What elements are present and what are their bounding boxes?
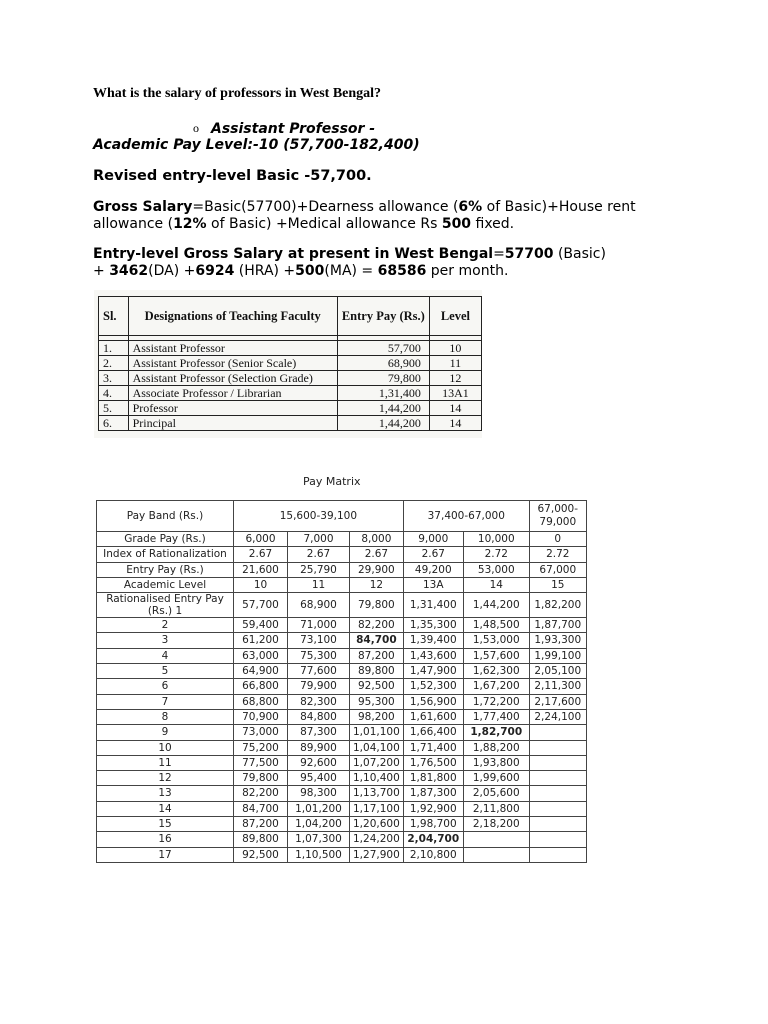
matrix-cell: 71,000 xyxy=(288,618,350,633)
designations-body xyxy=(99,336,482,431)
matrix-cell: 1,87,300 xyxy=(403,786,463,801)
desig-level: 14 xyxy=(429,401,481,416)
matrix-cell: 1,57,600 xyxy=(463,648,529,663)
matrix-cell: 2,04,700 xyxy=(403,832,463,847)
matrix-cell: 1,99,100 xyxy=(529,648,586,663)
desig-header-designation: Designations of Teaching Faculty xyxy=(128,297,337,336)
pay-band-1: 15,600-39,100 xyxy=(234,501,404,532)
entry-basic: 57700 xyxy=(504,246,554,262)
desig-sl: 3. xyxy=(99,371,129,386)
matrix-cell: 77,600 xyxy=(288,664,350,679)
pay-band-2: 37,400-67,000 xyxy=(403,501,529,532)
grade-pay-cell: 8,000 xyxy=(350,532,404,547)
gross-text-2: of Basic)+House rent allowance ( xyxy=(93,199,636,232)
matrix-cell: 79,900 xyxy=(288,679,350,694)
matrix-cell xyxy=(529,786,586,801)
grade-pay-cell: 0 xyxy=(529,532,586,547)
entry-gross-paragraph xyxy=(93,246,693,280)
rationalised-entry-pay-cell: 68,900 xyxy=(288,593,350,618)
matrix-cell: 1,53,000 xyxy=(463,633,529,648)
academic-level-row xyxy=(97,577,587,592)
matrix-cell: 92,600 xyxy=(288,755,350,770)
matrix-index: 7 xyxy=(97,694,234,709)
matrix-index: 8 xyxy=(97,709,234,724)
matrix-cell: 1,82,700 xyxy=(463,725,529,740)
matrix-cell: 89,800 xyxy=(350,664,404,679)
matrix-cell: 2,10,800 xyxy=(403,847,463,862)
matrix-cell: 77,500 xyxy=(234,755,288,770)
index-of-rationalization-cell: 2.67 xyxy=(288,547,350,562)
entry-hra: 6924 xyxy=(195,263,235,279)
matrix-cell: 1,98,700 xyxy=(403,817,463,832)
matrix-cell: 1,93,800 xyxy=(463,755,529,770)
hra-percent: 12% xyxy=(173,216,207,232)
matrix-row xyxy=(97,786,587,801)
matrix-cell: 1,24,200 xyxy=(350,832,404,847)
gross-salary-label: Gross Salary xyxy=(93,199,193,215)
matrix-row xyxy=(97,755,587,770)
designations-table-image xyxy=(94,290,482,438)
matrix-cell: 1,10,400 xyxy=(350,771,404,786)
matrix-cell xyxy=(463,847,529,862)
matrix-row xyxy=(97,817,587,832)
matrix-cell: 2,24,100 xyxy=(529,709,586,724)
desig-level: 12 xyxy=(429,371,481,386)
matrix-cell: 87,200 xyxy=(350,648,404,663)
matrix-row xyxy=(97,740,587,755)
grade-pay-cell: 7,000 xyxy=(288,532,350,547)
matrix-row xyxy=(97,771,587,786)
revised-entry-basic: Revised entry-level Basic -57,700. xyxy=(93,168,372,184)
rationalised-entry-pay-cell: 79,800 xyxy=(350,593,404,618)
gross-text-1: =Basic(57700)+Dearness allowance ( xyxy=(192,199,459,215)
entry-da: 3462 xyxy=(109,263,149,279)
matrix-cell: 1,27,900 xyxy=(350,847,404,862)
matrix-cell xyxy=(529,832,586,847)
desig-row xyxy=(99,371,482,386)
matrix-index: 17 xyxy=(97,847,234,862)
academic-level-cell: 10 xyxy=(234,577,288,592)
matrix-cell xyxy=(529,771,586,786)
matrix-cell: 1,01,200 xyxy=(288,801,350,816)
academic-level-label: Academic Level xyxy=(97,577,234,592)
desig-sl: 6. xyxy=(99,416,129,431)
matrix-cell: 64,900 xyxy=(234,664,288,679)
matrix-cell: 1,76,500 xyxy=(403,755,463,770)
matrix-cell xyxy=(529,755,586,770)
matrix-cell: 1,52,300 xyxy=(403,679,463,694)
grade-pay-row xyxy=(97,532,587,547)
matrix-cell: 1,04,100 xyxy=(350,740,404,755)
matrix-cell: 1,88,200 xyxy=(463,740,529,755)
grade-pay-cell: 10,000 xyxy=(463,532,529,547)
matrix-index: 15 xyxy=(97,817,234,832)
desig-row xyxy=(99,416,482,431)
matrix-cell: 2,05,100 xyxy=(529,664,586,679)
matrix-cell: 1,99,600 xyxy=(463,771,529,786)
grade-pay-cell: 9,000 xyxy=(403,532,463,547)
rationalised-entry-pay-label: Rationalised Entry Pay (Rs.) 1 xyxy=(97,593,234,618)
entry-total: 68586 xyxy=(377,263,427,279)
desig-header-level: Level xyxy=(429,297,481,336)
matrix-cell: 2,11,800 xyxy=(463,801,529,816)
entry-text-4: (MA) = xyxy=(324,263,378,279)
entry-pay-cell: 25,790 xyxy=(288,562,350,577)
matrix-cell: 66,800 xyxy=(234,679,288,694)
matrix-cell: 1,81,800 xyxy=(403,771,463,786)
desig-name: Associate Professor / Librarian xyxy=(128,386,337,401)
desig-name: Professor xyxy=(128,401,337,416)
matrix-index: 5 xyxy=(97,664,234,679)
matrix-cell: 2,05,600 xyxy=(463,786,529,801)
desig-name: Assistant Professor xyxy=(128,341,337,356)
matrix-cell: 73,100 xyxy=(288,633,350,648)
matrix-row xyxy=(97,832,587,847)
matrix-cell: 1,47,900 xyxy=(403,664,463,679)
matrix-row xyxy=(97,694,587,709)
matrix-row xyxy=(97,725,587,740)
matrix-index: 3 xyxy=(97,633,234,648)
desig-row xyxy=(99,401,482,416)
matrix-cell: 1,71,400 xyxy=(403,740,463,755)
matrix-cell: 1,07,300 xyxy=(288,832,350,847)
matrix-cell: 1,72,200 xyxy=(463,694,529,709)
matrix-cell: 1,35,300 xyxy=(403,618,463,633)
academic-level-cell: 15 xyxy=(529,577,586,592)
da-percent: 6% xyxy=(458,199,483,215)
matrix-cell xyxy=(529,817,586,832)
matrix-cell: 92,500 xyxy=(350,679,404,694)
pay-matrix-body xyxy=(97,501,587,863)
entry-pay-cell: 29,900 xyxy=(350,562,404,577)
desig-row xyxy=(99,356,482,371)
matrix-cell: 1,62,300 xyxy=(463,664,529,679)
academic-level-cell: 13A xyxy=(403,577,463,592)
desig-name: Principal xyxy=(128,416,337,431)
matrix-row xyxy=(97,618,587,633)
medical-allowance: 500 xyxy=(441,216,472,232)
desig-row xyxy=(99,386,482,401)
matrix-cell: 75,200 xyxy=(234,740,288,755)
desig-sl: 2. xyxy=(99,356,129,371)
matrix-cell: 1,66,400 xyxy=(403,725,463,740)
matrix-cell: 1,07,200 xyxy=(350,755,404,770)
desig-row xyxy=(99,341,482,356)
matrix-index: 2 xyxy=(97,618,234,633)
matrix-index: 4 xyxy=(97,648,234,663)
rationalised-entry-pay-cell: 57,700 xyxy=(234,593,288,618)
matrix-cell: 1,20,600 xyxy=(350,817,404,832)
desig-sl: 4. xyxy=(99,386,129,401)
matrix-cell: 1,17,100 xyxy=(350,801,404,816)
gross-text-3: of Basic) +Medical allowance Rs xyxy=(206,216,442,232)
assistant-professor-bullet xyxy=(193,121,375,137)
rationalised-entry-pay-cell: 1,82,200 xyxy=(529,593,586,618)
matrix-cell: 1,13,700 xyxy=(350,786,404,801)
matrix-cell: 92,500 xyxy=(234,847,288,862)
desig-entry-pay: 1,44,200 xyxy=(337,416,429,431)
entry-text-5: per month. xyxy=(426,263,509,279)
matrix-cell xyxy=(463,832,529,847)
matrix-cell: 1,77,400 xyxy=(463,709,529,724)
entry-pay-cell: 21,600 xyxy=(234,562,288,577)
matrix-cell: 1,92,900 xyxy=(403,801,463,816)
desig-level: 13A1 xyxy=(429,386,481,401)
matrix-cell: 1,93,300 xyxy=(529,633,586,648)
matrix-cell: 75,300 xyxy=(288,648,350,663)
matrix-index: 10 xyxy=(97,740,234,755)
matrix-cell xyxy=(529,801,586,816)
desig-entry-pay: 79,800 xyxy=(337,371,429,386)
academic-level-cell: 14 xyxy=(463,577,529,592)
matrix-cell: 1,61,600 xyxy=(403,709,463,724)
pay-matrix-title: Pay Matrix xyxy=(303,475,361,488)
gross-salary-paragraph xyxy=(93,199,683,233)
academic-level-cell: 11 xyxy=(288,577,350,592)
matrix-cell: 82,300 xyxy=(288,694,350,709)
index-of-rationalization-cell: 2.72 xyxy=(529,547,586,562)
matrix-cell xyxy=(529,740,586,755)
matrix-cell: 1,01,100 xyxy=(350,725,404,740)
entry-eq: = xyxy=(493,246,505,262)
matrix-row xyxy=(97,648,587,663)
matrix-cell: 98,300 xyxy=(288,786,350,801)
designations-table xyxy=(98,296,482,431)
matrix-row xyxy=(97,847,587,862)
rationalised-entry-pay-cell: 1,44,200 xyxy=(463,593,529,618)
matrix-cell: 89,900 xyxy=(288,740,350,755)
matrix-index: 13 xyxy=(97,786,234,801)
matrix-index: 6 xyxy=(97,679,234,694)
matrix-index: 14 xyxy=(97,801,234,816)
entry-pay-row xyxy=(97,562,587,577)
academic-pay-level: Academic Pay Level:-10 (57,700-182,400) xyxy=(93,137,420,153)
rationalised-entry-pay-row xyxy=(97,593,587,618)
desig-level: 10 xyxy=(429,341,481,356)
desig-entry-pay: 1,31,400 xyxy=(337,386,429,401)
matrix-row xyxy=(97,633,587,648)
desig-header-sl: Sl. xyxy=(99,297,129,336)
desig-entry-pay: 68,900 xyxy=(337,356,429,371)
matrix-cell: 1,10,500 xyxy=(288,847,350,862)
matrix-cell: 84,800 xyxy=(288,709,350,724)
entry-pay-label: Entry Pay (Rs.) xyxy=(97,562,234,577)
matrix-cell xyxy=(529,847,586,862)
matrix-cell: 2,17,600 xyxy=(529,694,586,709)
pay-band-3: 67,000-79,000 xyxy=(529,501,586,532)
matrix-cell: 87,200 xyxy=(234,817,288,832)
bullet-marker: o xyxy=(193,121,199,135)
entry-ma: 500 xyxy=(295,263,325,279)
matrix-index: 12 xyxy=(97,771,234,786)
matrix-cell: 61,200 xyxy=(234,633,288,648)
matrix-cell: 1,56,900 xyxy=(403,694,463,709)
matrix-cell: 87,300 xyxy=(288,725,350,740)
entry-gross-label: Entry-level Gross Salary at present in West Bengal xyxy=(93,246,494,262)
matrix-row xyxy=(97,679,587,694)
desig-name: Assistant Professor (Senior Scale) xyxy=(128,356,337,371)
assistant-professor-heading: Assistant Professor - xyxy=(211,121,376,137)
entry-text-2: (DA) + xyxy=(148,263,196,279)
matrix-cell: 73,000 xyxy=(234,725,288,740)
matrix-cell: 84,700 xyxy=(234,801,288,816)
index-of-rationalization-cell: 2.67 xyxy=(403,547,463,562)
pay-matrix-table xyxy=(96,500,587,863)
matrix-cell: 2,18,200 xyxy=(463,817,529,832)
desig-sl: 1. xyxy=(99,341,129,356)
grade-pay-cell: 6,000 xyxy=(234,532,288,547)
matrix-cell: 79,800 xyxy=(234,771,288,786)
matrix-cell: 1,48,500 xyxy=(463,618,529,633)
matrix-row xyxy=(97,801,587,816)
matrix-cell: 95,400 xyxy=(288,771,350,786)
matrix-cell: 1,04,200 xyxy=(288,817,350,832)
desig-level: 11 xyxy=(429,356,481,371)
matrix-cell: 1,87,700 xyxy=(529,618,586,633)
pay-band-row xyxy=(97,501,587,532)
matrix-cell: 95,300 xyxy=(350,694,404,709)
desig-entry-pay: 57,700 xyxy=(337,341,429,356)
matrix-cell: 82,200 xyxy=(350,618,404,633)
desig-level: 14 xyxy=(429,416,481,431)
matrix-index: 9 xyxy=(97,725,234,740)
matrix-cell: 70,900 xyxy=(234,709,288,724)
index-of-rationalization-cell: 2.67 xyxy=(350,547,404,562)
matrix-cell: 1,43,600 xyxy=(403,648,463,663)
matrix-cell: 1,67,200 xyxy=(463,679,529,694)
desig-sl: 5. xyxy=(99,401,129,416)
entry-pay-cell: 49,200 xyxy=(403,562,463,577)
matrix-cell: 98,200 xyxy=(350,709,404,724)
academic-level-cell: 12 xyxy=(350,577,404,592)
entry-pay-cell: 53,000 xyxy=(463,562,529,577)
pay-band-label: Pay Band (Rs.) xyxy=(97,501,234,532)
desig-header-entry-pay: Entry Pay (Rs.) xyxy=(337,297,429,336)
index-of-rationalization-label: Index of Rationalization xyxy=(97,547,234,562)
desig-name: Assistant Professor (Selection Grade) xyxy=(128,371,337,386)
gross-text-4: fixed. xyxy=(471,216,515,232)
matrix-cell: 59,400 xyxy=(234,618,288,633)
index-of-rationalization-row xyxy=(97,547,587,562)
matrix-cell: 89,800 xyxy=(234,832,288,847)
matrix-index: 16 xyxy=(97,832,234,847)
matrix-cell xyxy=(529,725,586,740)
matrix-cell: 2,11,300 xyxy=(529,679,586,694)
matrix-row xyxy=(97,664,587,679)
matrix-cell: 63,000 xyxy=(234,648,288,663)
rationalised-entry-pay-cell: 1,31,400 xyxy=(403,593,463,618)
index-of-rationalization-cell: 2.67 xyxy=(234,547,288,562)
entry-pay-cell: 67,000 xyxy=(529,562,586,577)
entry-plus: + xyxy=(93,263,110,279)
entry-text-3: (HRA) + xyxy=(234,263,296,279)
matrix-index: 11 xyxy=(97,755,234,770)
question-heading: What is the salary of professors in West Bengal? xyxy=(93,86,382,101)
index-of-rationalization-cell: 2.72 xyxy=(463,547,529,562)
matrix-cell: 84,700 xyxy=(350,633,404,648)
entry-text-1: (Basic) xyxy=(553,246,606,262)
grade-pay-label: Grade Pay (Rs.) xyxy=(97,532,234,547)
matrix-cell: 68,800 xyxy=(234,694,288,709)
matrix-cell: 1,39,400 xyxy=(403,633,463,648)
matrix-cell: 82,200 xyxy=(234,786,288,801)
matrix-row xyxy=(97,709,587,724)
desig-entry-pay: 1,44,200 xyxy=(337,401,429,416)
